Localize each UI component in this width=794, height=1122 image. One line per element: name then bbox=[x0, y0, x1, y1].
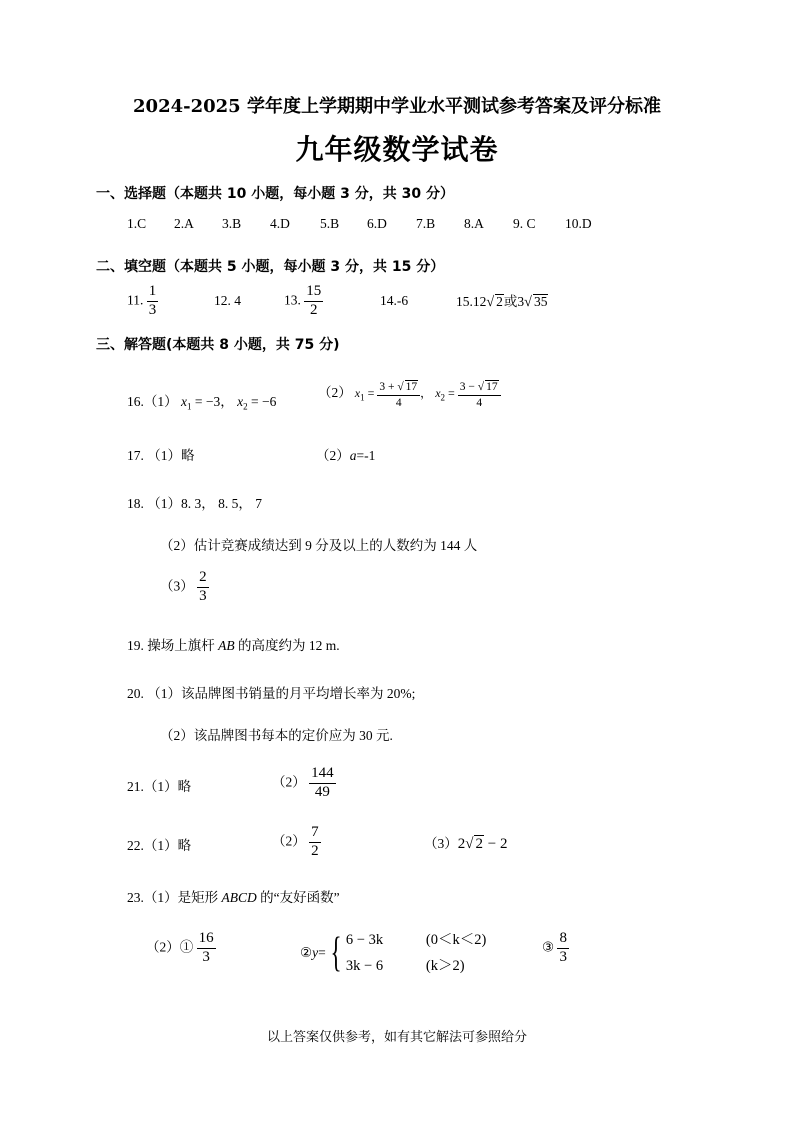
q23-part2-3-label: ③ bbox=[542, 939, 555, 955]
q23-text-pre: 23.（1）是矩形 bbox=[127, 890, 222, 905]
q11-label: 11. bbox=[127, 292, 144, 308]
q16-x1-fraction bbox=[377, 380, 420, 409]
sqrt-symbol: √ bbox=[397, 381, 404, 393]
q21-part1: 21.（1）略 bbox=[127, 779, 192, 794]
q19-text-post: 的高度约为 12 m. bbox=[234, 638, 340, 653]
q17-part1: 17. （1）略 bbox=[127, 448, 195, 463]
q19-variable: AB bbox=[218, 638, 235, 653]
q17-variable: a bbox=[349, 448, 357, 463]
q23-part2-label: （2）① bbox=[146, 939, 194, 955]
q23-row-1-expr: 6 − 3k bbox=[345, 932, 384, 948]
q16-x2-value: = −6 bbox=[247, 394, 277, 409]
q23-part2-2 bbox=[300, 927, 486, 979]
q14-answer: 14.-6 bbox=[380, 293, 409, 308]
sqrt-symbol: √ bbox=[524, 294, 532, 310]
sqrt-symbol: √ bbox=[465, 836, 474, 852]
q23-fraction-3-denominator: 3 bbox=[559, 948, 567, 965]
q21-fraction bbox=[309, 766, 336, 801]
q22-fraction bbox=[309, 825, 321, 860]
q15-radicand-1: 2 bbox=[496, 294, 503, 309]
q13-fraction bbox=[304, 284, 323, 319]
q16-x1-value: = −3， bbox=[191, 394, 234, 409]
q8-answer: 8.A bbox=[464, 216, 484, 231]
q22-part2-label: （2） bbox=[272, 833, 306, 849]
q3-answer: 3.B bbox=[222, 216, 242, 231]
q22-part3 bbox=[424, 832, 507, 853]
q15-label: 15.12 bbox=[456, 294, 487, 309]
q22-part2 bbox=[272, 825, 321, 860]
q15-radicand-2: 35 bbox=[533, 294, 548, 309]
q11-numerator: 1 bbox=[147, 284, 159, 302]
q22-radicand: 2 bbox=[475, 836, 483, 852]
q13-denominator: 2 bbox=[310, 301, 318, 318]
q23-part1 bbox=[127, 886, 340, 906]
q22-denominator: 2 bbox=[311, 842, 319, 859]
q22-part3-label: （3） bbox=[424, 836, 458, 851]
document-title: 九年级数学试卷 bbox=[295, 133, 499, 166]
q23-row-1-cond: (0＜k＜2) bbox=[425, 932, 487, 948]
section-2-heading: 二、填空题（本题共 5 小题，每小题 3 分，共 15 分） bbox=[96, 259, 445, 275]
left-brace-icon: { bbox=[330, 930, 342, 976]
q1-answer: 1.C bbox=[127, 216, 147, 231]
q16-x2-var: x bbox=[237, 394, 244, 409]
q11-denominator: 3 bbox=[148, 301, 157, 318]
q16-part2: （2） $x_1$ = $\frac{3 + √ 17}{4}$ ， $x_2$ = $\frac{3 - √ 17}{4}$ bbox=[318, 380, 501, 409]
q17-part2-label: （2） bbox=[316, 448, 350, 463]
q23-piecewise bbox=[346, 927, 486, 979]
q23-fraction-3-numerator: 8 bbox=[557, 931, 569, 949]
q16-x2b-sub: 2 bbox=[440, 392, 446, 403]
q16-x1-radicand: 17 bbox=[405, 381, 418, 393]
q11-fraction bbox=[147, 284, 159, 319]
q21-denominator: 49 bbox=[314, 783, 330, 800]
q18-part2: （2）估计竞赛成绩达到 9 分及以上的人数约为 144 人 bbox=[160, 538, 478, 553]
q18-fraction bbox=[197, 570, 209, 605]
section-3-heading: 三、解答题(本题共 8 小题，共 75 分) bbox=[96, 337, 340, 353]
q16-x2-fraction bbox=[458, 380, 501, 409]
q23-part2-2-label: ② bbox=[300, 945, 313, 960]
q16-x2-radicand: 17 bbox=[486, 381, 498, 393]
q16-x1-num-prefix: 3 + bbox=[379, 381, 398, 393]
q23-fraction-3 bbox=[557, 931, 569, 966]
q4-answer: 4.D bbox=[270, 216, 290, 231]
q6-answer: 6.D bbox=[367, 216, 387, 231]
q10-answer: 10.D bbox=[565, 216, 592, 231]
section-1-heading: 一、选择题（本题共 10 小题，每小题 3 分，共 30 分） bbox=[96, 186, 454, 202]
q17-part2 bbox=[316, 444, 375, 464]
q9-answer: 9. C bbox=[513, 216, 536, 231]
q19-answer bbox=[127, 634, 340, 654]
q23-row-1 bbox=[346, 927, 486, 953]
q13-numerator: 15 bbox=[304, 284, 323, 302]
q16-x2-num-prefix: 3 − bbox=[459, 381, 478, 393]
q2-answer: 2.A bbox=[174, 216, 194, 231]
q16-part2-label: （2） bbox=[318, 385, 352, 401]
q16-x1-var: x bbox=[181, 394, 187, 409]
q16-x1-numerator bbox=[377, 380, 420, 396]
q23-fraction-1-denominator: 3 bbox=[202, 948, 210, 965]
q15-answer bbox=[456, 290, 548, 311]
q13-answer bbox=[284, 284, 323, 319]
q18-denominator: 3 bbox=[199, 587, 207, 604]
q23-row-2 bbox=[346, 953, 486, 979]
q7-answer: 7.B bbox=[416, 216, 436, 231]
q20-part1: 20. （1）该品牌图书销量的月平均增长率为 20%; bbox=[127, 686, 416, 701]
q23-part2-1 bbox=[146, 931, 216, 966]
q19-text-pre: 19. 操场上旗杆 bbox=[127, 638, 219, 653]
q21-part2-label: （2） bbox=[272, 774, 306, 790]
q22-numerator: 7 bbox=[309, 825, 321, 843]
q12-answer: 12. 4 bbox=[214, 293, 241, 308]
q22-coefficient: 2 bbox=[457, 836, 466, 852]
q21-numerator: 144 bbox=[309, 766, 336, 784]
q22-remainder: − 2 bbox=[483, 836, 508, 852]
q21-part2 bbox=[272, 766, 336, 801]
q13-label: 13. bbox=[284, 292, 301, 308]
q18-part3-label: （3） bbox=[160, 578, 194, 594]
q18-numerator: 2 bbox=[197, 570, 209, 588]
q20-part2: （2）该品牌图书每本的定价应为 30 元. bbox=[160, 728, 393, 743]
document-subtitle: 2024-2025 学年度上学期期中学业水平测试参考答案及评分标准 bbox=[133, 96, 661, 117]
q16-x1b-var: x bbox=[354, 386, 361, 401]
q17-value: =-1 bbox=[356, 448, 376, 463]
q16-x1-sub: 1 bbox=[187, 401, 192, 412]
q23-text-post: 的“友好函数” bbox=[256, 890, 340, 905]
q16-part1 bbox=[127, 390, 276, 412]
q16-x2-denominator: 4 bbox=[476, 396, 483, 409]
q23-part2-3 bbox=[542, 931, 569, 966]
q23-equals: = bbox=[318, 945, 326, 960]
q22-part1: 22.（1）略 bbox=[127, 838, 192, 853]
q23-row-2-expr: 3k − 6 bbox=[345, 958, 384, 974]
q16-x2-sub: 2 bbox=[243, 401, 248, 412]
q23-row-2-cond: (k＞2) bbox=[425, 958, 465, 974]
q16-x1-denominator: 4 bbox=[395, 396, 402, 409]
q23-variable: ABCD bbox=[221, 890, 257, 905]
sqrt-symbol: √ bbox=[477, 381, 485, 393]
q16-x2b-var: x bbox=[435, 386, 441, 401]
q16-separator: ， bbox=[420, 386, 433, 401]
footer-note: 以上答案仅供参考，如有其它解法可参照给分 bbox=[266, 1030, 527, 1045]
q23-fraction-1 bbox=[197, 931, 216, 966]
q11-answer bbox=[127, 284, 158, 319]
q16-label: 16.（1） bbox=[127, 394, 178, 409]
q16-x2-numerator bbox=[458, 380, 501, 396]
q5-answer: 5.B bbox=[320, 216, 340, 231]
q18-part1: 18. （1）8. 3， 8. 5， 7 bbox=[127, 496, 262, 511]
q23-y-var: y bbox=[312, 945, 319, 960]
q23-fraction-1-numerator: 16 bbox=[197, 931, 216, 949]
q15-or: 或3 bbox=[503, 294, 525, 309]
sqrt-symbol: √ bbox=[486, 294, 495, 310]
q16-x1b-sub: 1 bbox=[360, 392, 365, 403]
q18-part3 bbox=[160, 570, 209, 605]
